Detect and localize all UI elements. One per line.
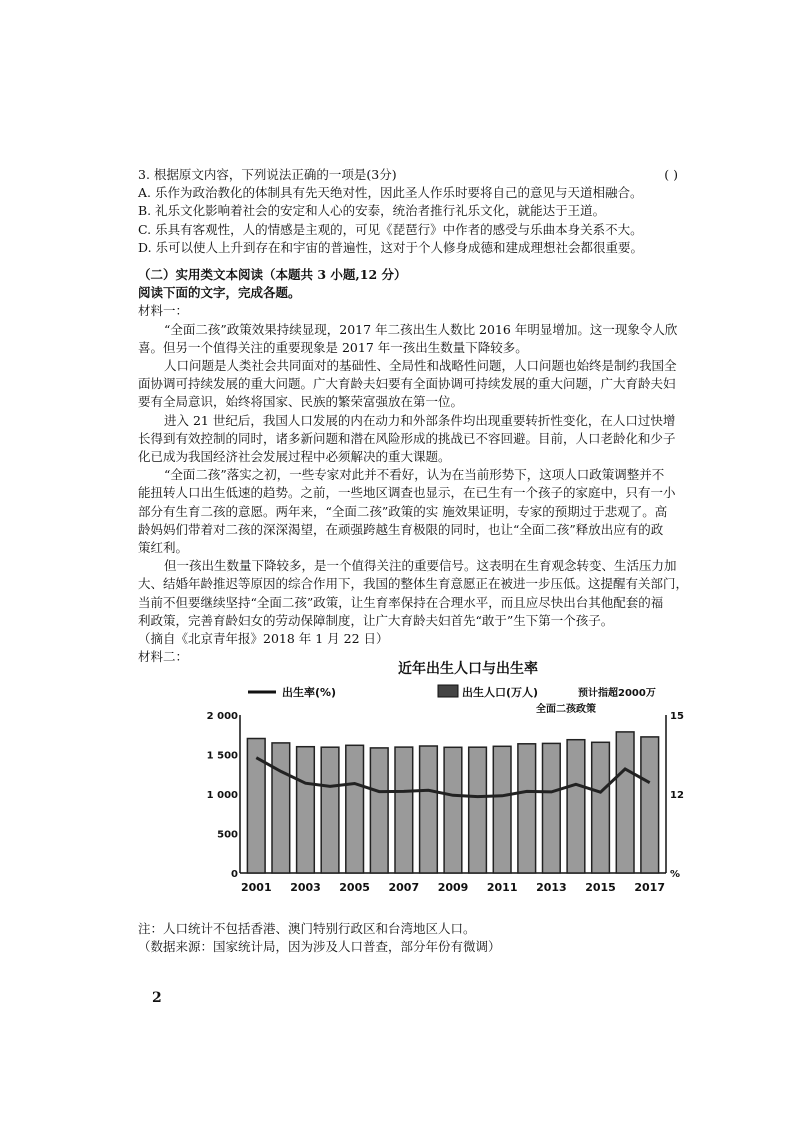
annotation-forecast: 预计指超2000万 <box>578 688 656 699</box>
bar-2017 <box>641 737 659 873</box>
left-axis-ticks <box>207 711 238 880</box>
bar-2004 <box>321 747 339 873</box>
paragraph: 进入 21 世纪后，我国人口发展的内在动力和外部条件均出现重要转折性变化，在人口过快增 长得到有效控制的同时，诸多新问题和潜在风险形成的挑战已不容回避。目前，人口老龄化和少子 化已成为我国经济社会发展过程中必须解决的重大课题。 <box>138 412 676 465</box>
x-tick-label: 2011 <box>486 881 518 894</box>
bar-2010 <box>469 747 487 873</box>
bar-2008 <box>420 746 438 873</box>
option-c: C. 乐具有客观性，人的情感是主观的，可见《琵琶行》中作者的感受与乐曲本身关系不大。 <box>138 221 643 237</box>
bar-2005 <box>346 745 364 873</box>
birth-chart <box>206 655 688 900</box>
option-b: B. 礼乐文化影响着社会的安定和人心的安泰，统治者推行礼乐文化，就能达于王道。 <box>138 203 606 219</box>
bar-2015 <box>592 742 610 873</box>
bar-2003 <box>297 747 315 873</box>
bar-2012 <box>518 744 536 873</box>
x-axis-ticks <box>241 881 665 894</box>
bar-2002 <box>272 743 290 873</box>
right-tick-label: 15 <box>670 711 684 722</box>
left-tick-label: 1 500 <box>206 750 238 762</box>
left-tick-label: 0 <box>231 869 238 880</box>
legend-bar-swatch <box>438 685 458 697</box>
section-title: （二）实用类文本阅读（本题共 3 小题,12 分） <box>138 267 407 282</box>
bar-2014 <box>567 740 585 873</box>
legend-birth-rate: 出生率(%) <box>282 686 337 699</box>
bar-2013 <box>543 743 561 873</box>
right-axis-ticks <box>670 711 684 880</box>
bar-2016 <box>616 732 634 873</box>
note: 注：人口统计不包括香港、澳门特别行政区和台湾地区人口。 <box>138 921 476 936</box>
chart-svg <box>206 655 688 900</box>
legend-births: 出生人口(万人) <box>462 686 539 699</box>
left-tick-label: 500 <box>217 829 238 841</box>
x-tick-label: 2009 <box>437 881 469 894</box>
chart-title: 近年出生人口与出生率 <box>398 661 538 677</box>
paragraph: 但一孩出生数量下降较多，是一个值得关注的重要信号。这表明在生育观念转变、生活压力加 大、结婚年龄推迟等原因的综合作用下，我国的整体生育意愿正在被进一步压低。这提醒有关部门， 当前不但要继续坚持“全面二孩”政策，让生育率保持在合理水平，而且应尽快出台其他配套的福 利政策，完善育龄妇女的劳动保障制度，让广大育龄夫妇首先“敢于”生下第一个孩子。 <box>138 558 689 628</box>
bar-2011 <box>493 746 511 873</box>
page-number: 2 <box>152 990 162 1006</box>
question-3-stem: 3. 根据原文内容，下列说法正确的一项是(3分) <box>138 167 397 182</box>
paragraph: 人口问题是人类社会共同面对的基础性、全局性和战略性问题，人口问题也始终是制约我国全 面协调可持续发展的重大问题。广大育龄夫妇要有全面协调可持续发展的重大问题，广大育龄夫妇 要有全局意识，始终将国家、民族的繁荣富强放在第一位。 <box>138 358 677 410</box>
x-tick-label: 2005 <box>339 881 370 894</box>
answer-bracket: ( ) <box>664 167 678 182</box>
option-d: D. 乐可以使人上升到存在和宇宙的普遍性，这对于个人修身成德和建成理想社会都很重要。 <box>138 239 644 255</box>
paragraph: “全面二孩”落实之初，一些专家对此并不看好，认为在当前形势下，这项人口政策调整并不 能扭转人口出生低速的趋势。之前，一些地区调查也显示，在已生有一个孩子的家庭中，只有一小 部分有生育二孩的意愿。两年来，“全面二孩”政策的实 施效果证明，专家的预期过于悲观了。高 龄妈妈们带着对二孩的深深渴望，在顽强跨越生育极限的同时，也让“全面二孩”释放出应有的政 策红利。 <box>138 467 676 556</box>
x-tick-label: 2007 <box>388 881 420 894</box>
material1-label: 材料一： <box>138 303 189 319</box>
data-source: （数据来源：国家统计局，因为涉及人口普查，部分年份有微调） <box>138 939 501 954</box>
bar-series <box>247 732 658 873</box>
chart-notes <box>138 920 698 956</box>
right-tick-label: % <box>670 869 681 880</box>
right-tick-label: 12 <box>670 790 684 801</box>
source-citation: （摘自《北京青年报》2018 年 1 月 22 日） <box>138 631 389 647</box>
section-2 <box>138 266 698 666</box>
question-3 <box>138 166 698 257</box>
x-tick-label: 2003 <box>290 881 321 894</box>
x-tick-label: 2001 <box>240 881 272 894</box>
bar-2007 <box>395 747 413 873</box>
bar-2009 <box>444 747 462 873</box>
instruction: 阅读下面的文字，完成各题。 <box>138 285 301 301</box>
x-tick-label: 2013 <box>536 881 567 894</box>
material2-label: 材料二： <box>138 649 189 665</box>
paragraph: “全面二孩”政策效果持续显现，2017 年二孩出生人数比 2016 年明显增加。这一现象令人欣 喜。但另一个值得关注的重要现象是 2017 年一孩出生数量下降较多。 <box>138 321 678 355</box>
left-tick-label: 2 000 <box>206 711 238 722</box>
annotation-policy: 全面二孩政策 <box>536 704 596 715</box>
x-tick-label: 2015 <box>585 881 616 894</box>
x-tick-label: 2017 <box>634 881 666 894</box>
option-a: A. 乐作为政治教化的体制具有先天绝对性，因此圣人作乐时要将自己的意见与天道相融合。 <box>138 185 643 201</box>
left-tick-label: 1 000 <box>206 790 238 801</box>
bar-2006 <box>370 748 388 873</box>
